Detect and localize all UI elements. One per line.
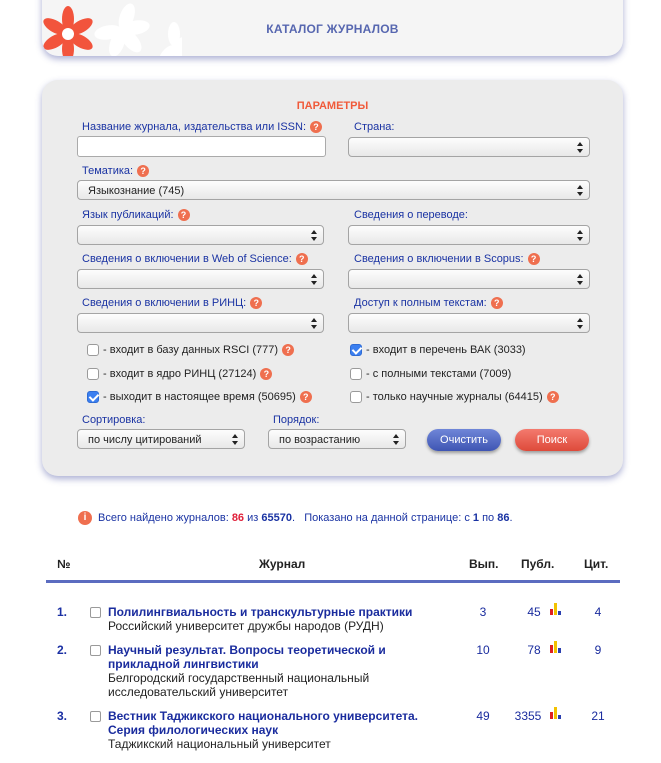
order-label: Порядок: xyxy=(273,414,320,426)
publications-count[interactable]: 78 xyxy=(527,643,541,657)
publications-count[interactable]: 3355 xyxy=(514,709,542,723)
help-icon[interactable]: ? xyxy=(282,344,294,356)
help-icon[interactable]: ? xyxy=(528,253,540,265)
citations-count[interactable]: 9 xyxy=(594,643,602,657)
issues-count[interactable]: 49 xyxy=(476,709,490,723)
rinc-core-checkbox-row[interactable]: - входит в ядро РИНЦ (27124) ? xyxy=(87,368,272,380)
column-header-num: № xyxy=(57,557,71,571)
vak-checkbox-row[interactable]: - входит в перечень ВАК (3033) xyxy=(350,344,526,356)
bar-chart-icon[interactable] xyxy=(550,603,562,615)
current-checkbox-row[interactable]: - выходит в настоящее время (50695) ? xyxy=(87,391,312,403)
clear-button[interactable]: Очистить xyxy=(427,429,501,451)
fulltext-checkbox[interactable] xyxy=(350,368,362,380)
rsci-checkbox-row[interactable]: - входит в базу данных RSCI (777) ? xyxy=(87,344,294,356)
issues-count[interactable]: 3 xyxy=(479,605,487,619)
publications-count[interactable]: 45 xyxy=(527,605,541,619)
citations-count[interactable]: 21 xyxy=(591,709,605,723)
journal-publisher: Российский университет дружбы народов (РУДН) xyxy=(108,619,384,633)
help-icon[interactable]: ? xyxy=(178,209,190,221)
row-checkbox[interactable] xyxy=(90,645,101,656)
journal-name-label: Название журнала, издательства или ISSN: ? xyxy=(82,121,322,133)
topic-label: Тематика: ? xyxy=(82,165,149,177)
translation-label: Сведения о переводе: xyxy=(354,209,468,221)
column-header-issues[interactable]: Вып. xyxy=(469,557,499,571)
column-header-pubs[interactable]: Публ. xyxy=(521,557,555,571)
wos-label: Сведения о включении в Web of Science: ? xyxy=(82,253,308,265)
country-select[interactable] xyxy=(348,137,590,157)
scientific-checkbox[interactable] xyxy=(350,391,362,403)
journal-name-input[interactable] xyxy=(77,136,326,157)
row-number: 2. xyxy=(57,643,68,657)
sort-select[interactable]: по числу цитирований xyxy=(77,429,245,449)
journal-title-link[interactable]: Полилингвиальность и транскультурные практики xyxy=(108,605,413,619)
journal-title-link[interactable]: Научный результат. Вопросы теоретической и прикладной лингвистики xyxy=(108,643,386,671)
order-select[interactable]: по возрастанию xyxy=(268,429,406,449)
rinc-select[interactable] xyxy=(77,313,324,333)
help-icon[interactable]: ? xyxy=(250,297,262,309)
row-number: 3. xyxy=(57,709,68,723)
help-icon[interactable]: ? xyxy=(547,391,559,403)
help-icon[interactable]: ? xyxy=(296,253,308,265)
page-title: КАТАЛОГ ЖУРНАЛОВ xyxy=(266,22,399,36)
wos-select[interactable] xyxy=(77,269,324,289)
rinc-label: Сведения о включении в РИНЦ: ? xyxy=(82,297,262,309)
sort-label: Сортировка: xyxy=(82,414,146,426)
help-icon[interactable]: ? xyxy=(260,368,272,380)
access-label: Доступ к полным текстам: ? xyxy=(354,297,503,309)
bar-chart-icon[interactable] xyxy=(550,641,562,653)
scopus-select[interactable] xyxy=(348,269,590,289)
language-select[interactable] xyxy=(77,225,324,245)
language-label: Язык публикаций: ? xyxy=(82,209,190,221)
results-summary: i Всего найдено журналов: 86 из 65570 . Показано на данной странице: с 1 по 86 . xyxy=(78,511,513,525)
column-header-cites[interactable]: Цит. xyxy=(584,557,609,571)
search-button[interactable]: Поиск xyxy=(515,429,589,451)
help-icon[interactable]: ? xyxy=(300,391,312,403)
rinc-core-checkbox[interactable] xyxy=(87,368,99,380)
help-icon[interactable]: ? xyxy=(310,121,322,133)
help-icon[interactable]: ? xyxy=(491,297,503,309)
fulltext-checkbox-row[interactable]: - с полными текстами (7009) xyxy=(350,368,511,380)
row-checkbox[interactable] xyxy=(90,607,101,618)
column-header-journal[interactable]: Журнал xyxy=(259,557,306,571)
parameters-title: ПАРАМЕТРЫ xyxy=(296,100,369,112)
row-number: 1. xyxy=(57,605,68,619)
journal-publisher: Белгородский государственный национальный исследовательский университет xyxy=(108,671,370,699)
scopus-label: Сведения о включении в Scopus: ? xyxy=(354,253,540,265)
row-checkbox[interactable] xyxy=(90,711,101,722)
issues-count[interactable]: 10 xyxy=(476,643,490,657)
topic-select[interactable]: Языкознание (745) xyxy=(77,180,590,200)
scientific-checkbox-row[interactable]: - только научные журналы (64415) ? xyxy=(350,391,559,403)
access-select[interactable] xyxy=(348,313,590,333)
vak-checkbox[interactable] xyxy=(350,344,362,356)
current-checkbox[interactable] xyxy=(87,391,99,403)
help-icon[interactable]: ? xyxy=(137,165,149,177)
catalog-header xyxy=(42,0,623,56)
info-icon: i xyxy=(78,511,92,525)
journal-title-link[interactable]: Вестник Таджикского национального университета. Серия филологических наук xyxy=(108,709,418,737)
translation-select[interactable] xyxy=(348,225,590,245)
country-label: Страна: xyxy=(354,121,395,133)
rsci-checkbox[interactable] xyxy=(87,344,99,356)
bar-chart-icon[interactable] xyxy=(550,707,562,719)
header-divider xyxy=(46,580,620,583)
citations-count[interactable]: 4 xyxy=(594,605,602,619)
journal-publisher: Таджикский национальный университет xyxy=(108,737,331,751)
